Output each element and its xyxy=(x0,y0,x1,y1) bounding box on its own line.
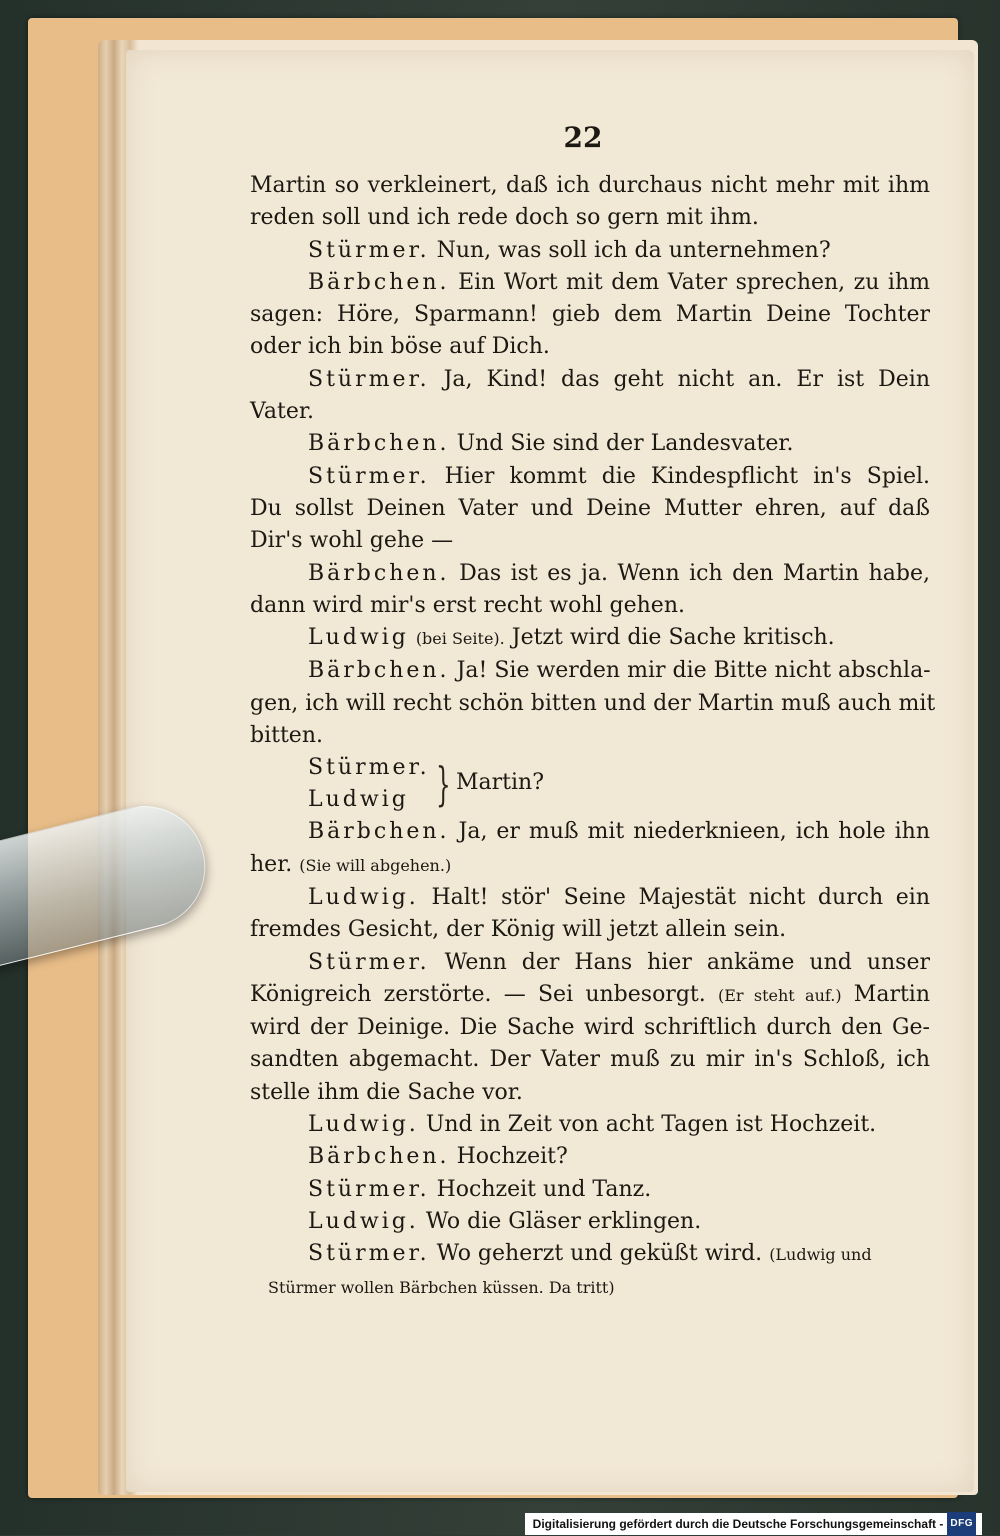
dialogue-line xyxy=(250,655,930,687)
dialogue-text: Ja! Sie werden mir die Bitte nicht abschla- xyxy=(456,658,931,684)
curly-brace: } xyxy=(436,757,451,812)
dfg-logo-icon: DFG xyxy=(947,1512,976,1536)
text-line: Dir's wohl gehe — xyxy=(250,528,454,554)
text-line: wird der Deinige. Die Sache wird schriftlich durch den Ge- xyxy=(250,1015,930,1041)
dialogue-line xyxy=(250,1238,930,1271)
dialogue-line xyxy=(250,428,930,460)
text-line: Vater. xyxy=(250,399,314,425)
dialogue-text: Das ist es ja. Wenn ich den Martin habe, xyxy=(459,560,930,586)
dialogue-text: Nun, was soll ich da unternehmen? xyxy=(436,237,831,263)
stage-direction: (Er steht auf.) xyxy=(717,985,842,1005)
speaker-name: Ludwig xyxy=(308,787,409,813)
dialogue-text: Und in Zeit von acht Tagen ist Hochzeit. xyxy=(425,1112,877,1138)
speaker-name: Ludwig. xyxy=(308,1112,419,1138)
dialogue-text: Jetzt wird die Sache kritisch. xyxy=(511,625,835,651)
speaker-name: Ludwig xyxy=(308,625,409,651)
dialogue-line xyxy=(250,1174,930,1206)
text-line: sandten abgemacht. Der Vater muß zu mir in's Schloß, ich xyxy=(250,1047,930,1073)
text-line: bitten. xyxy=(250,723,323,749)
dialogue-line xyxy=(250,947,930,979)
footer-text: Digitalisierung gefördert durch die Deutsche Forschungsgemeinschaft - xyxy=(532,1517,944,1531)
text-line: fremdes Gesicht, der König will jetzt allein sein. xyxy=(250,917,787,943)
speaker-name: Stürmer. xyxy=(308,755,430,781)
dialogue-text: Hochzeit und Tanz. xyxy=(436,1176,652,1202)
dialogue-line xyxy=(250,882,930,914)
stage-direction: Stürmer wollen Bärbchen küssen. Da tritt) xyxy=(268,1277,615,1297)
dialogue-line xyxy=(250,558,930,590)
text-line: gen, ich will recht schön bitten und der Martin muß auch mit xyxy=(250,690,936,716)
dialogue-text: Hier kommt die Kindespflicht in's Spiel. xyxy=(444,463,930,489)
text-line: Du sollst Deinen Vater und Deine Mutter ehren, auf daß xyxy=(250,495,930,521)
dialogue-line xyxy=(250,364,930,396)
speaker-name: Ludwig. xyxy=(308,884,419,910)
dialogue-line xyxy=(250,461,930,493)
speaker-name: Stürmer. xyxy=(308,1176,430,1202)
stage-direction: (Ludwig und xyxy=(769,1245,872,1265)
dialogue-text: Wo die Gläser erklingen. xyxy=(425,1208,702,1234)
text-line: Martin so verkleinert, daß ich durchaus nicht mehr mit ihm xyxy=(250,173,930,198)
page-number: 22 xyxy=(563,121,603,154)
stage-direction: (Sie will abgehen.) xyxy=(299,855,452,875)
dialogue-text: Und Sie sind der Landesvater. xyxy=(456,431,794,457)
speaker-name: Stürmer. xyxy=(308,949,430,975)
speaker-name: Bärbchen. xyxy=(308,269,450,295)
dialogue-text: Ja, er muß mit niederknieen, ich hole ihn xyxy=(458,819,930,845)
speaker-name: Bärbchen. xyxy=(308,431,450,457)
dialogue-text: Ja, Kind! das geht nicht an. Er ist Dein xyxy=(443,366,930,392)
dialogue-text: Königreich zerstörte. — Sei unbesorgt. xyxy=(250,981,706,1007)
dialogue-text: her. xyxy=(250,851,293,877)
dialogue-text: Martin xyxy=(853,981,931,1007)
dialogue-text: Hochzeit? xyxy=(456,1144,568,1170)
dialogue-line xyxy=(250,235,930,267)
joint-speakers xyxy=(250,752,930,816)
speaker-name: Bärbchen. xyxy=(308,1144,450,1170)
brace-speaker-list xyxy=(308,752,430,816)
dialogue-text: Halt! stör' Seine Majestät nicht durch ein xyxy=(431,884,930,910)
speaker-name: Bärbchen. xyxy=(308,819,450,845)
dialogue-text: Martin? xyxy=(456,770,544,796)
dialogue-text: Wenn der Hans hier ankäme und unser xyxy=(444,949,930,975)
dialogue-line xyxy=(250,816,930,848)
speaker-name: Stürmer. xyxy=(308,1241,430,1267)
text-line: stelle ihm die Sache vor. xyxy=(250,1079,523,1105)
stage-direction: (bei Seite). xyxy=(415,629,505,649)
dialogue-line xyxy=(250,1141,930,1173)
speaker-name: Stürmer. xyxy=(308,463,430,489)
text-line xyxy=(250,979,930,1012)
dialogue-line xyxy=(250,267,930,299)
dialogue-text: Ein Wort mit dem Vater sprechen, zu ihm xyxy=(458,269,930,295)
dialogue-text: Wo geherzt und geküßt wird. xyxy=(436,1241,763,1267)
text-line xyxy=(250,849,930,882)
speaker-name: Stürmer. xyxy=(308,237,430,263)
text-line: sagen: Höre, Sparmann! gieb dem Martin Deine Tochter xyxy=(250,302,930,328)
speaker-name: Stürmer. xyxy=(308,366,430,392)
speaker-name: Bärbchen. xyxy=(308,560,450,586)
speaker-name: Ludwig. xyxy=(308,1208,419,1234)
speaker-name: Bärbchen. xyxy=(308,658,450,684)
text-line: dann wird mir's erst recht wohl gehen. xyxy=(250,592,685,618)
dialogue-line xyxy=(250,1109,930,1141)
page-text xyxy=(250,108,936,1304)
text-line: oder ich bin böse auf Dich. xyxy=(250,334,550,360)
digitization-footer xyxy=(525,1513,982,1535)
dialogue-line xyxy=(250,1206,930,1238)
text-line: reden soll und ich rede doch so gern mit ihm. xyxy=(250,205,759,231)
dialogue-line xyxy=(250,622,930,655)
